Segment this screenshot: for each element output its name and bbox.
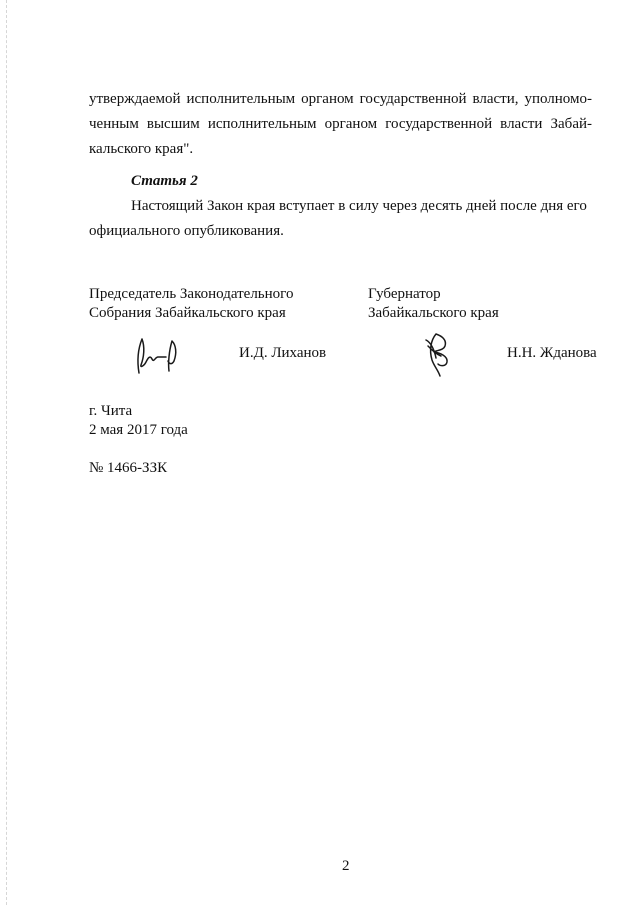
paragraph-line: Настоящий Закон края вступает в силу через десять дней после дня его <box>131 198 587 214</box>
page-number: 2 <box>342 858 350 874</box>
date-of-signing: 2 мая 2017 года <box>89 422 188 438</box>
paragraph-line: кальского края". <box>89 141 194 157</box>
left-signatory-title-line1: Председатель Законодательного <box>89 286 294 302</box>
right-signatory-title-line1: Губернатор <box>368 286 441 302</box>
right-handwritten-signature <box>414 330 464 378</box>
left-handwritten-signature <box>128 335 188 377</box>
paragraph-line: официального опубликования. <box>89 223 284 239</box>
paragraph-line: ченным высшим исполнительным органом государственной власти Забай- <box>89 116 592 132</box>
law-number: № 1466-ЗЗК <box>89 460 168 476</box>
article-heading: Статья 2 <box>131 173 198 189</box>
scan-edge <box>6 0 8 905</box>
left-signatory-title-line2: Собрания Забайкальского края <box>89 305 286 321</box>
right-signatory-title-line2: Забайкальского края <box>368 305 499 321</box>
left-signatory-name: И.Д. Лиханов <box>239 345 327 361</box>
right-signatory-name: Н.Н. Жданова <box>507 345 597 361</box>
paragraph-line: утверждаемой исполнительным органом государственной власти, уполномо- <box>89 91 592 107</box>
place-of-signing: г. Чита <box>89 403 133 419</box>
